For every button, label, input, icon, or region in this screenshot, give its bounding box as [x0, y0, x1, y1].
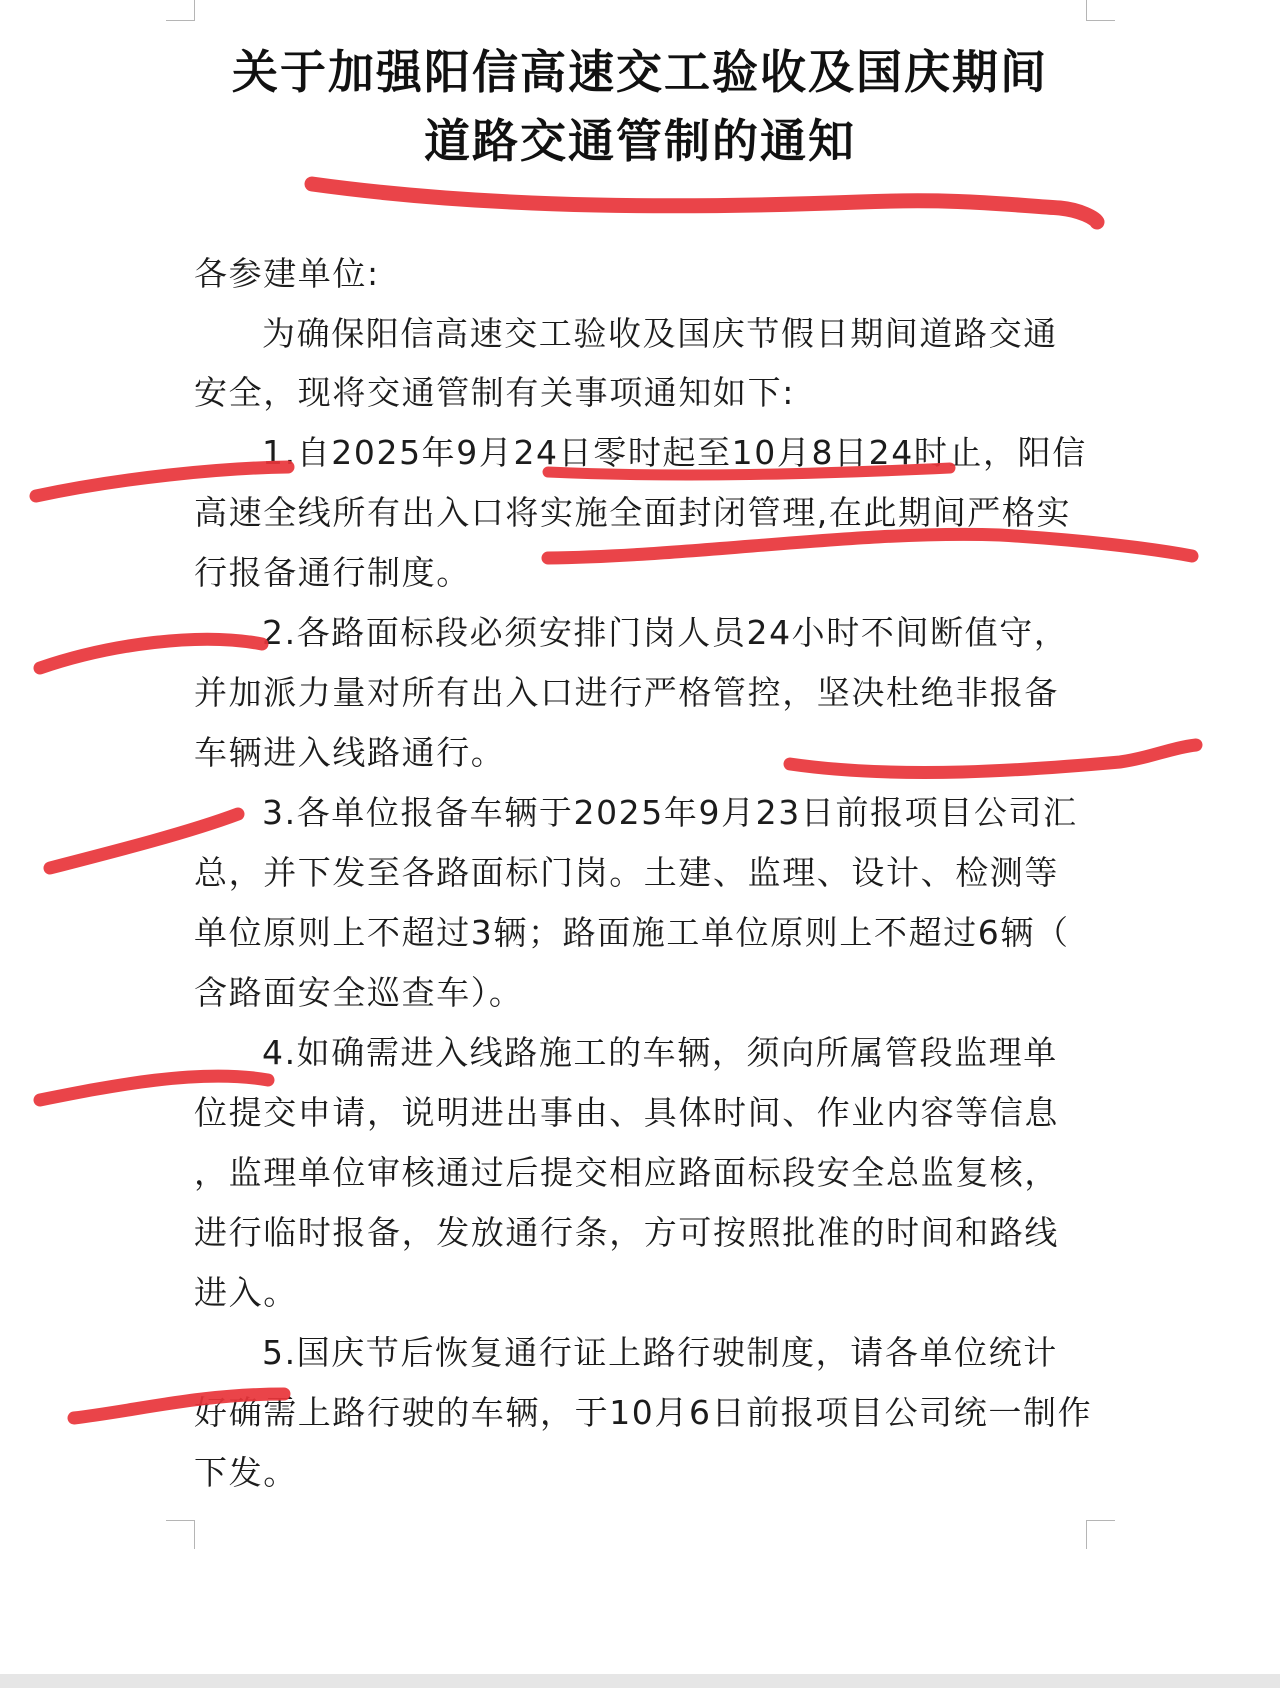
- item-1-line: 高速全线所有出入口将实施全面封闭管理,在此期间严格实: [194, 493, 1072, 532]
- item-4-line: ，监理单位审核通过后提交相应路面标段安全总监复核，: [194, 1153, 1059, 1192]
- item-5-line: 好确需上路行驶的车辆，于10月6日前报项目公司统一制作: [194, 1393, 1093, 1432]
- crop-mark-top-right: [1086, 0, 1115, 21]
- item-1-line: 行报备通行制度。: [194, 553, 471, 592]
- item-4-line: 4.如确需进入线路施工的车辆，须向所属管段监理单: [262, 1033, 1058, 1072]
- item-3-line: 含路面安全巡查车）。: [194, 973, 524, 1012]
- item-5-line: 下发。: [194, 1453, 298, 1492]
- item-3-line: 3.各单位报备车辆于2025年9月23日前报项目公司汇: [262, 793, 1078, 832]
- item-4-line: 进行临时报备，发放通行条，方可按照批准的时间和路线: [194, 1213, 1059, 1252]
- crop-mark-bottom-right: [1086, 1520, 1115, 1549]
- notice-title-line-1: 关于加强阳信高速交工验收及国庆期间: [232, 45, 1048, 99]
- item-2-margin-stroke: [40, 639, 262, 668]
- title-underline-stroke: [312, 184, 1097, 222]
- crop-mark-bottom-left: [166, 1520, 195, 1549]
- item-3-line: 总，并下发至各路面标门岗。土建、监理、设计、检测等: [194, 853, 1059, 892]
- body-line: 为确保阳信高速交工验收及国庆节假日期间道路交通: [262, 314, 1058, 353]
- item-2-line: 2.各路面标段必须安排门岗人员24小时不间断值守，: [262, 613, 1069, 652]
- salutation: 各参建单位:: [194, 254, 380, 293]
- notice-title-line-2: 道路交通管制的通知: [424, 114, 856, 168]
- item-2-line: 并加派力量对所有出入口进行严格管控，坚决杜绝非报备: [194, 673, 1059, 712]
- crop-mark-top-left: [166, 0, 195, 21]
- item-1-underline-stroke: [548, 534, 1192, 558]
- body-line: 安全，现将交通管制有关事项通知如下:: [194, 373, 795, 412]
- item-1-line: 1.自2025年9月24日零时起至10月8日24时止，阳信: [262, 433, 1087, 472]
- item-2-line: 车辆进入线路通行。: [194, 733, 506, 772]
- item-3-line: 单位原则上不超过3辆；路面施工单位原则上不超过6辆（: [194, 913, 1070, 952]
- item-2-underline-stroke: [790, 745, 1196, 773]
- item-4-line: 进入。: [194, 1273, 298, 1312]
- item-5-line: 5.国庆节后恢复通行证上路行驶制度，请各单位统计: [262, 1333, 1058, 1372]
- bottom-bar: [0, 1674, 1280, 1688]
- item-4-line: 位提交申请，说明进出事由、具体时间、作业内容等信息: [194, 1093, 1059, 1132]
